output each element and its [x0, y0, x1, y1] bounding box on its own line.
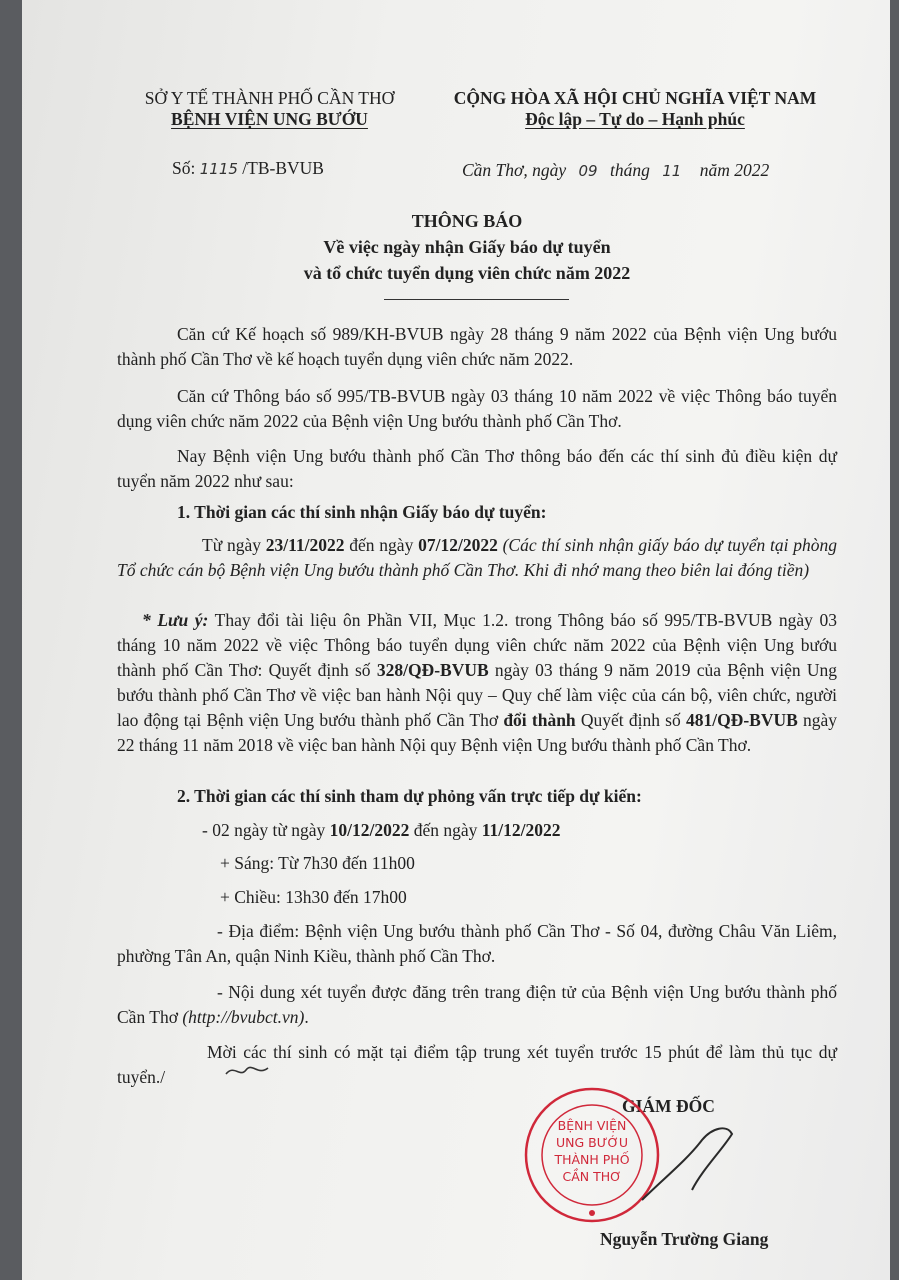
date-place: Cần Thơ, ngày — [462, 160, 567, 180]
document-number — [172, 158, 324, 179]
issuer-block — [127, 88, 412, 130]
s2-date-start: 10/12/2022 — [329, 820, 410, 840]
section-2-heading: 2. Thời gian các thí sinh tham dự phỏng vấn trực tiếp dự kiến: — [177, 786, 642, 806]
country-name: CỘNG HÒA XÃ HỘI CHỦ NGHĨA VIỆT NAM — [453, 88, 817, 108]
section-1-body — [117, 533, 837, 583]
signer-title: GIÁM ĐỐC — [622, 1096, 715, 1116]
publication-text: - Nội dung xét tuyển được đăng trên trang điện tử của Bệnh viện Ung bướu thành phố Cần Thơ — [117, 982, 837, 1027]
note-changed-to: đổi thành — [503, 710, 576, 730]
date-day: 09 — [578, 162, 598, 180]
paragraph-2: Căn cứ Thông báo số 995/TB-BVUB ngày 03 tháng 10 năm 2022 về việc Thông báo tuyển dụng viên chức năm 2022 của Bệnh viện Ung bướu thành phố Cần Thơ. — [117, 386, 837, 431]
stamp-line-3: THÀNH PHỐ — [554, 1152, 630, 1167]
motto: Độc lập – Tự do – Hạnh phúc — [525, 109, 745, 129]
document-page — [22, 0, 890, 1280]
stamp-line-2: UNG BƯỚU — [555, 1135, 629, 1150]
handwritten-initials — [222, 1062, 272, 1080]
title-sub-2: và tổ chức tuyển dụng viên chức năm 2022 — [303, 263, 631, 283]
title-block — [252, 208, 682, 286]
national-motto-block — [430, 88, 840, 130]
note-label: * Lưu ý: — [142, 610, 209, 630]
s2-date-end: 11/12/2022 — [481, 820, 561, 840]
s1-text-b: đến ngày — [344, 535, 419, 555]
s1-note: (Các thí sinh nhận giấy báo dự tuyển tại phòng Tổ chức cán bộ Bệnh viện Ung bướu thành phố Cần Thơ. Khi đi nhớ mang theo biên lai đóng tiền) — [117, 535, 837, 580]
note-decision-old: 328/QĐ-BVUB — [376, 660, 489, 680]
interview-dates — [202, 818, 561, 843]
handwritten-signature — [632, 1120, 742, 1210]
s1-date-end: 07/12/2022 — [418, 535, 498, 555]
note-text-g: ngày 22 tháng 11 năm 2018 về việc ban hành Nội quy Bệnh viện Ung bướu thành phố Cần Thơ. — [117, 710, 837, 755]
note-decision-new: 481/QĐ-BVUB — [685, 710, 798, 730]
title-main: THÔNG BÁO — [411, 211, 523, 231]
publication-end: . — [304, 1007, 309, 1027]
number-suffix: /TB-BVUB — [242, 158, 324, 178]
hospital-name: BỆNH VIỆN UNG BƯỚU — [171, 109, 368, 129]
title-sub-1: Về việc ngày nhận Giấy báo dự tuyển — [323, 237, 611, 257]
section-1-heading: 1. Thời gian các thí sinh nhận Giấy báo dự tuyển: — [177, 502, 547, 522]
title-divider — [384, 299, 569, 300]
s1-text-a: Từ ngày — [202, 535, 266, 555]
number-prefix: Số: — [172, 158, 196, 178]
document-date — [462, 160, 769, 181]
paragraph-1: Căn cứ Kế hoạch số 989/KH-BVUB ngày 28 tháng 9 năm 2022 của Bệnh viện Ung bướu thành phố Cần Thơ về kế hoạch tuyển dụng viên chức năm 2022. — [117, 324, 837, 369]
s2-text-a: - 02 ngày từ ngày — [202, 820, 330, 840]
number-handwritten: 1115 — [199, 160, 238, 178]
publication-info — [117, 980, 837, 1030]
interview-location: - Địa điểm: Bệnh viện Ung bướu thành phố Cần Thơ - Số 04, đường Châu Văn Liêm, phường Tân An, quận Ninh Kiều, thành phố Cần Thơ. — [117, 921, 837, 966]
date-month: 11 — [662, 162, 682, 180]
interview-morning: + Sáng: Từ 7h30 đến 11h00 — [220, 853, 415, 873]
stamp-line-1: BỆNH VIỆN — [557, 1118, 627, 1133]
website-link: (http://bvubct.vn) — [182, 1007, 305, 1027]
note-paragraph — [117, 608, 837, 758]
date-month-label: tháng — [609, 160, 650, 180]
stamp-text — [542, 1117, 642, 1185]
date-year: năm 2022 — [699, 160, 770, 180]
note-text-e: Quyết định số — [575, 710, 686, 730]
note-text-c: ngày 03 tháng 9 năm 2019 của Bệnh viện Ung bướu thành phố Cần Thơ về việc ban hành Nội quy – Quy chế làm việc của cán bộ, viên chức, người lao động tại Bệnh viện Ung bướu thành phố Cần Thơ — [117, 660, 838, 730]
s1-date-start: 23/11/2022 — [265, 535, 345, 555]
s2-text-b: đến ngày — [409, 820, 482, 840]
ministry-name: SỞ Y TẾ THÀNH PHỐ CẦN THƠ — [144, 88, 395, 108]
paragraph-3: Nay Bệnh viện Ung bướu thành phố Cần Thơ thông báo đến các thí sinh đủ điều kiện dự tuyển năm 2022 như sau: — [117, 446, 837, 491]
note-text-a: Thay đổi tài liệu ôn Phần VII, Mục 1.2. trong Thông báo số 995/TB-BVUB ngày 03 tháng 10 năm 2022 về việc Thông báo tuyển dụng viên chức năm 2022 của Bệnh viện Ung bướu thành phố Cần Thơ: Quyết định số — [117, 610, 837, 680]
stamp-line-4: CẦN THƠ — [562, 1169, 622, 1184]
interview-afternoon: + Chiều: 13h30 đến 17h00 — [220, 887, 407, 907]
closing-paragraph: Mời các thí sinh có mặt tại điểm tập trung xét tuyển trước 15 phút để làm thủ tục dự tuyển./ — [117, 1042, 837, 1087]
signer-name: Nguyễn Trường Giang — [600, 1229, 769, 1249]
